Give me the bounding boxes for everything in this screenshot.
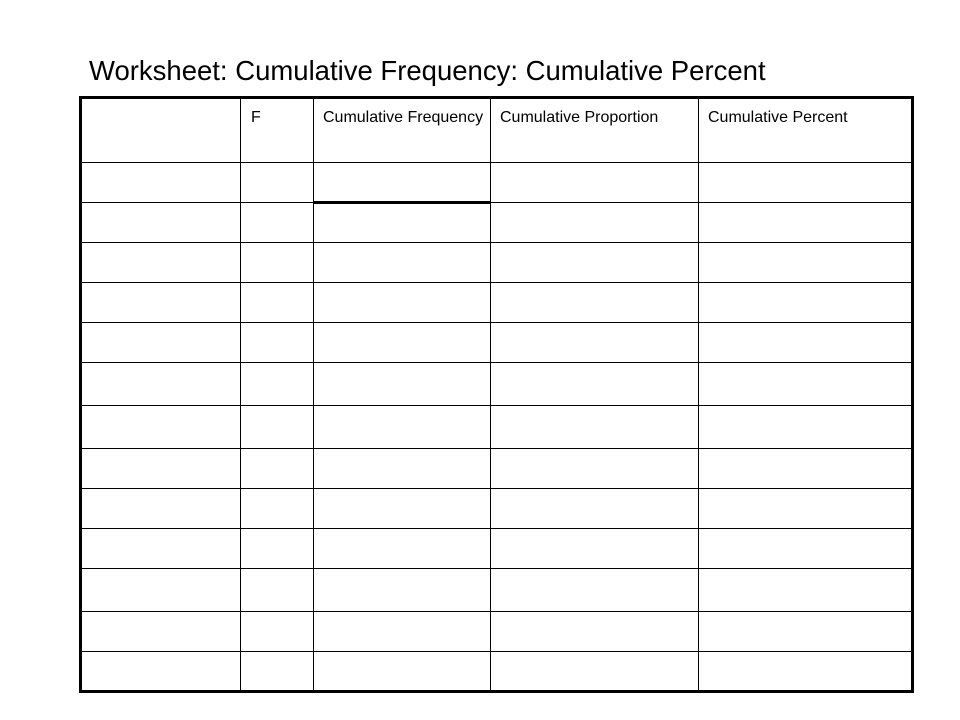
table-cell[interactable] [314,323,491,363]
table-row [81,652,913,692]
table-cell[interactable] [81,283,241,323]
table-cell[interactable] [241,569,314,612]
table-cell[interactable] [241,203,314,243]
table-cell[interactable] [699,163,913,203]
table-cell[interactable] [699,569,913,612]
table-cell[interactable] [699,283,913,323]
table-row [81,203,913,243]
table-cell[interactable] [81,163,241,203]
table-cell[interactable] [699,449,913,489]
table-cell[interactable] [81,652,241,692]
table-cell[interactable] [81,449,241,489]
table-cell[interactable] [314,283,491,323]
table-cell[interactable] [491,652,699,692]
table-row [81,243,913,283]
column-header-cumulative-frequency: Cumulative Frequency [314,98,491,163]
table-cell[interactable] [491,283,699,323]
table-cell[interactable] [81,529,241,569]
table-cell[interactable] [699,489,913,529]
table-cell[interactable] [491,406,699,449]
table-cell[interactable] [491,449,699,489]
table-cell[interactable] [81,612,241,652]
table-cell[interactable] [491,243,699,283]
column-header-cumulative-percent: Cumulative Percent [699,98,913,163]
table-row [81,163,913,203]
table-cell[interactable] [241,489,314,529]
table-cell[interactable] [491,363,699,406]
table-cell[interactable] [699,612,913,652]
table-cell[interactable] [314,406,491,449]
table-cell[interactable] [241,652,314,692]
table-cell[interactable] [81,243,241,283]
table-cell[interactable] [699,529,913,569]
table-cell[interactable] [81,203,241,243]
table-cell[interactable] [314,363,491,406]
table-cell[interactable] [241,529,314,569]
table-cell[interactable] [491,489,699,529]
table-row [81,529,913,569]
table-row [81,406,913,449]
table-cell[interactable] [314,612,491,652]
table-cell[interactable] [314,243,491,283]
table-cell[interactable] [699,243,913,283]
table-row [81,612,913,652]
column-header-f: F [241,98,314,163]
table-cell[interactable] [241,449,314,489]
table-cell[interactable] [241,283,314,323]
table-cell[interactable] [491,569,699,612]
table-row [81,569,913,612]
table-cell[interactable] [241,406,314,449]
table-cell[interactable] [491,529,699,569]
page-title: Worksheet: Cumulative Frequency: Cumulative Percent [89,55,766,86]
table-row [81,363,913,406]
table-cell[interactable] [314,489,491,529]
table-cell[interactable] [699,406,913,449]
table-cell[interactable] [314,569,491,612]
table-cell[interactable] [699,363,913,406]
table-cell[interactable] [699,323,913,363]
table-cell[interactable] [491,203,699,243]
table-row [81,323,913,363]
column-header-cumulative-proportion: Cumulative Proportion [491,98,699,163]
table-cell[interactable] [314,529,491,569]
table-row [81,449,913,489]
table-cell[interactable] [314,449,491,489]
column-header-blank [81,98,241,163]
table-row [81,489,913,529]
table-cell[interactable] [81,489,241,529]
table-cell[interactable] [241,612,314,652]
table-cell[interactable] [81,569,241,612]
table-cell[interactable] [241,363,314,406]
table-cell[interactable] [314,652,491,692]
table-cell[interactable] [699,203,913,243]
table-cell[interactable] [81,363,241,406]
table-cell[interactable] [314,203,491,243]
table-cell[interactable] [491,612,699,652]
frequency-table [79,96,914,693]
table-cell[interactable] [81,406,241,449]
table-cell[interactable] [314,163,491,203]
table-cell[interactable] [491,163,699,203]
table-row [81,283,913,323]
table-header-row [81,98,913,163]
table-cell[interactable] [241,243,314,283]
table-cell[interactable] [241,323,314,363]
table-cell[interactable] [491,323,699,363]
table-cell[interactable] [81,323,241,363]
table-cell[interactable] [699,652,913,692]
table-cell[interactable] [241,163,314,203]
